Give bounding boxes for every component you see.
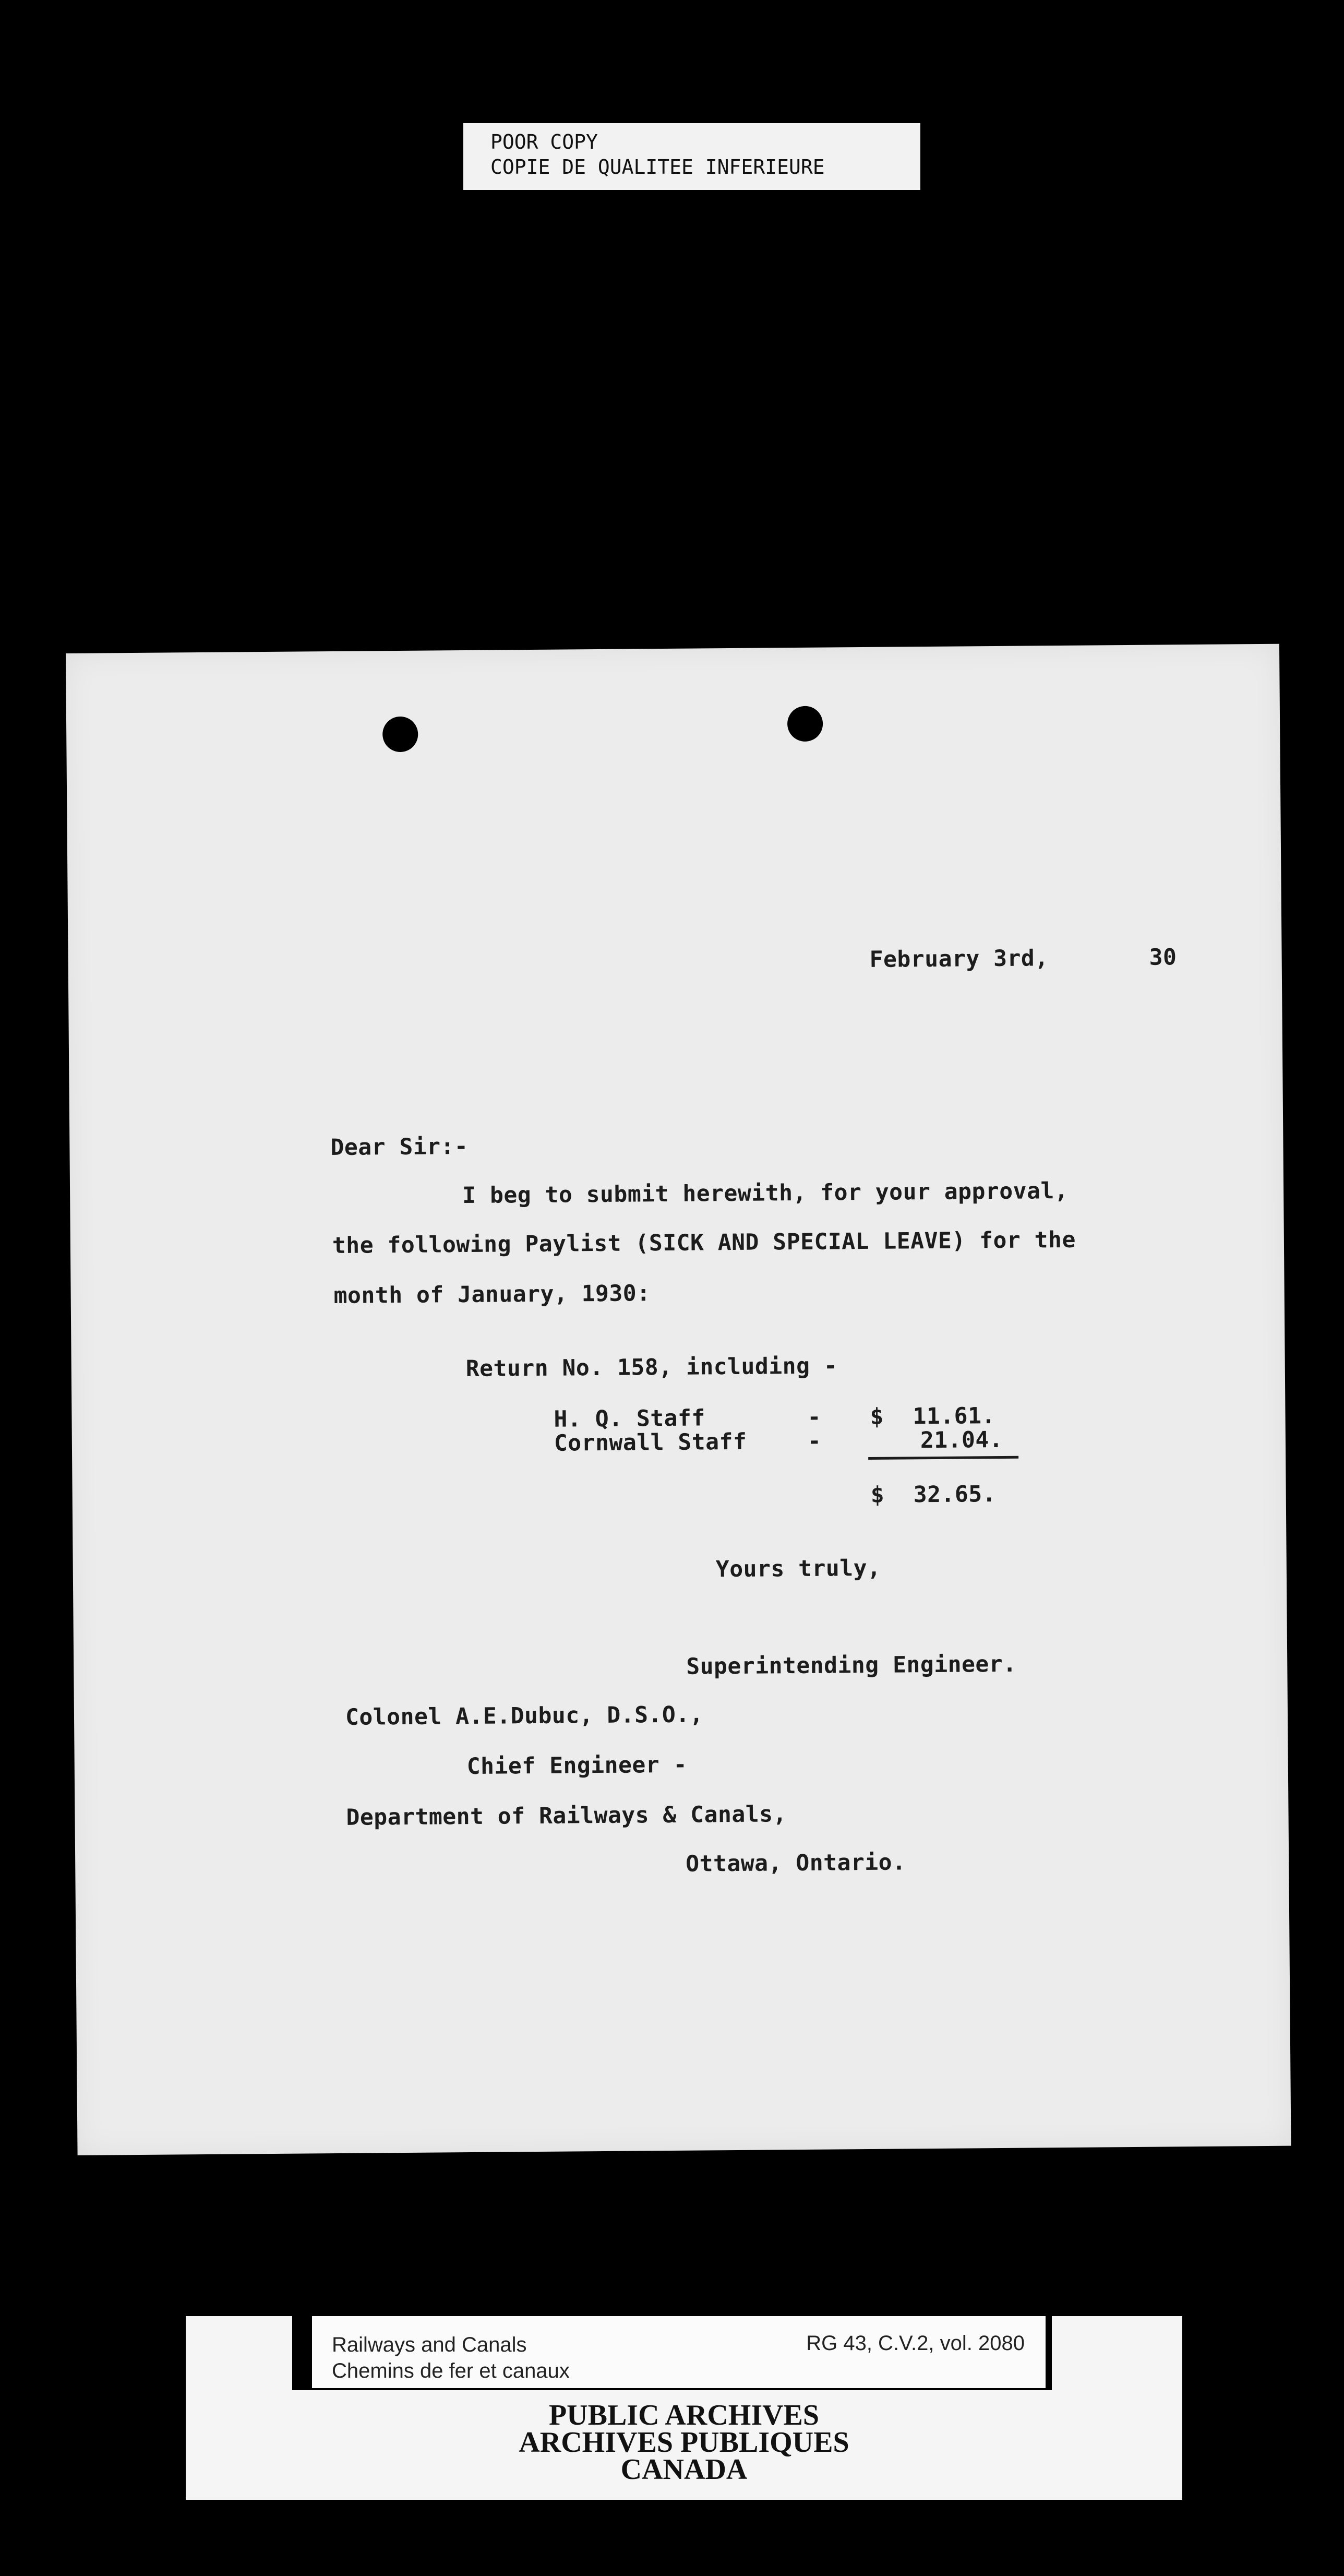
body-line-1: I beg to submit herewith, for your approval,: [462, 1177, 1069, 1209]
punch-hole-left: [382, 717, 418, 753]
punch-hole-right: [787, 706, 823, 742]
sum-rule: [868, 1456, 1018, 1460]
fonds-name-fr: Chemins de fer et canaux: [332, 2359, 570, 2382]
poor-copy-line1: POOR COPY: [490, 130, 598, 153]
addressee-title: Chief Engineer -: [466, 1751, 688, 1780]
archives-line3: CANADA: [620, 2453, 748, 2486]
fonds-name-en: Railways and Canals: [332, 2333, 527, 2356]
archives-line1: PUBLIC ARCHIVES: [548, 2399, 820, 2431]
item-currency: $: [870, 1403, 884, 1430]
letter-date: February 3rd,: [869, 945, 1049, 973]
return-line: Return No. 158, including -: [465, 1353, 838, 1382]
salutation: Dear Sir:-: [330, 1133, 469, 1161]
addressee-dept: Department of Railways & Canals,: [346, 1801, 787, 1831]
signature-title: Superintending Engineer.: [686, 1651, 1017, 1680]
item-amount: 11.61.: [913, 1403, 996, 1430]
body-line-3: month of January, 1930:: [333, 1280, 651, 1309]
addressee-city: Ottawa, Ontario.: [686, 1849, 906, 1877]
total-currency: $: [870, 1482, 885, 1508]
body-line-2: the following Paylist (SICK AND SPECIAL LEAVE) for the: [332, 1226, 1076, 1259]
archives-line2: ARCHIVES PUBLIQUES: [519, 2426, 849, 2459]
closing: Yours truly,: [715, 1555, 881, 1583]
archive-reference-label: [312, 2316, 1046, 2388]
total-amount: 32.65.: [913, 1481, 997, 1508]
item-dash: -: [807, 1428, 822, 1454]
addressee-name: Colonel A.E.Dubuc, D.S.O.,: [345, 1701, 704, 1731]
item-label: Cornwall Staff: [554, 1428, 747, 1457]
item-label: H. Q. Staff: [554, 1405, 706, 1433]
item-dash: -: [807, 1404, 822, 1430]
item-amount: 21.04.: [920, 1426, 1003, 1454]
archives-stamp: [186, 2399, 1182, 2486]
poor-copy-label: [463, 123, 920, 190]
poor-copy-line2: COPIE DE QUALITEE INFERIEURE: [490, 156, 825, 178]
letter-year: 30: [1149, 944, 1177, 971]
fonds-name: [332, 2332, 570, 2384]
letter-sheet: [66, 644, 1291, 2155]
archive-reference: RG 43, C.V.2, vol. 2080: [806, 2332, 1025, 2355]
